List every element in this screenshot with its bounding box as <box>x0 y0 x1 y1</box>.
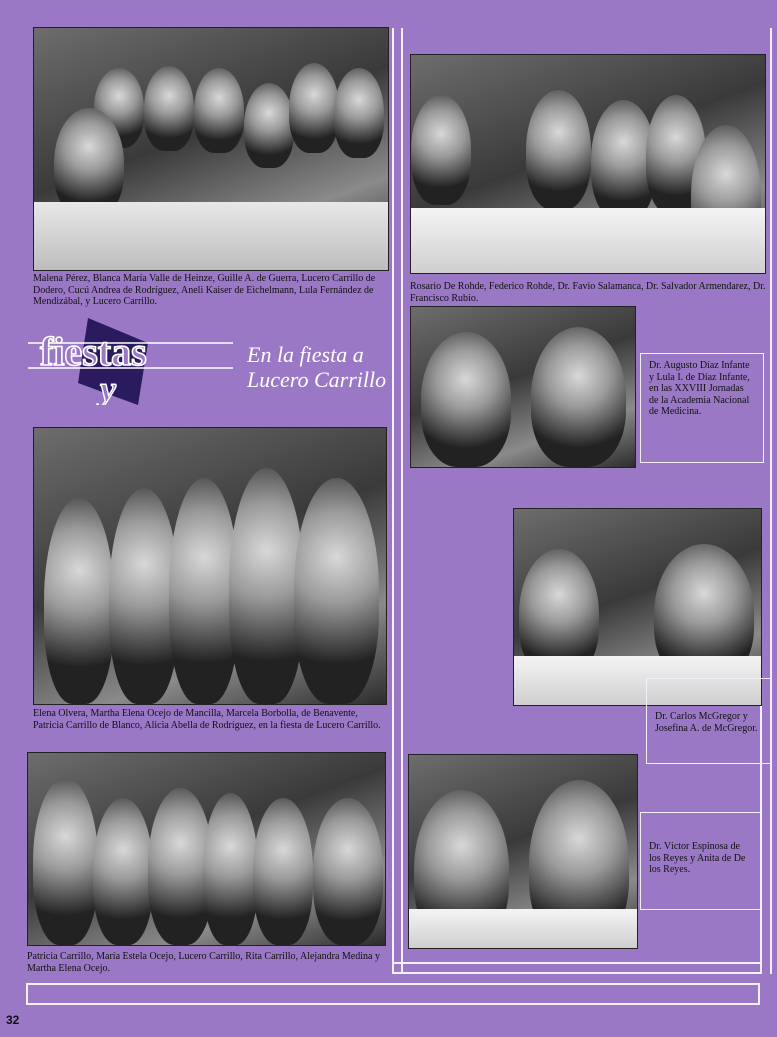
page-number: 32 <box>6 1013 20 1027</box>
footer-bar <box>26 983 760 1005</box>
photo-group-table <box>33 27 389 271</box>
logo-word: fiestas <box>40 329 147 374</box>
caption-box-espinosa: Dr. Víctor Espinosa de los Reyes y Anita de De los Reyes. <box>640 812 762 910</box>
photo-couple-diaz-infante <box>410 306 636 468</box>
divider-rule <box>392 962 762 964</box>
caption-box-mcgregor: Dr. Carlos McGregor y Josefina A. de McGregor. <box>646 678 772 764</box>
section-title: En la fiesta a Lucero Carrillo <box>247 342 387 392</box>
divider-rule <box>392 972 762 974</box>
divider-rule <box>401 28 403 973</box>
photo-group-six-women <box>27 752 386 946</box>
caption-box-diaz-infante: Dr. Augusto Díaz Infante y Lula I. de Díaz Infante, en las XXVIII Jornadas de la Academia Nacional de Medicina. <box>640 353 764 463</box>
caption-top-left: Malena Pérez, Blanca María Valle de Heinze, Guille A. de Guerra, Lucero Carrillo de Dodero, Cucú Andrea de Rodríguez, Aneli Kaiser de Eichelmann, Lula Fernández de Mendizábal, y Lucero Carrillo. <box>33 273 376 307</box>
photo-couple-espinosa <box>408 754 638 949</box>
photo-couple-mcgregor <box>513 508 762 706</box>
photo-dinner-table <box>410 54 766 274</box>
fiestas-logo-graphic <box>28 313 233 405</box>
caption-middle-left: Elena Olvera, Martha Elena Ocejo de Mancilla, Marcela Borbolla, de Benavente, Patricia Carrillo de Blanco, Alicia Abella de Rodríguez, en la fiesta de Lucero Carrillo. <box>33 708 381 731</box>
caption-bottom-left: Patricia Carrillo, María Estela Ocejo, Lucero Carrillo, Rita Carrillo, Alejandra Medina y Martha Elena Ocejo. <box>27 951 380 974</box>
fiestas-logo <box>28 313 233 405</box>
divider-rule <box>770 28 772 974</box>
logo-letter: y <box>100 369 116 405</box>
caption-top-right: Rosario De Rohde, Federico Rohde, Dr. Favio Salamanca, Dr. Salvador Armendarez, Dr. Francisco Rubio. <box>410 281 766 304</box>
divider-rule <box>392 28 394 973</box>
photo-group-standing <box>33 427 387 705</box>
